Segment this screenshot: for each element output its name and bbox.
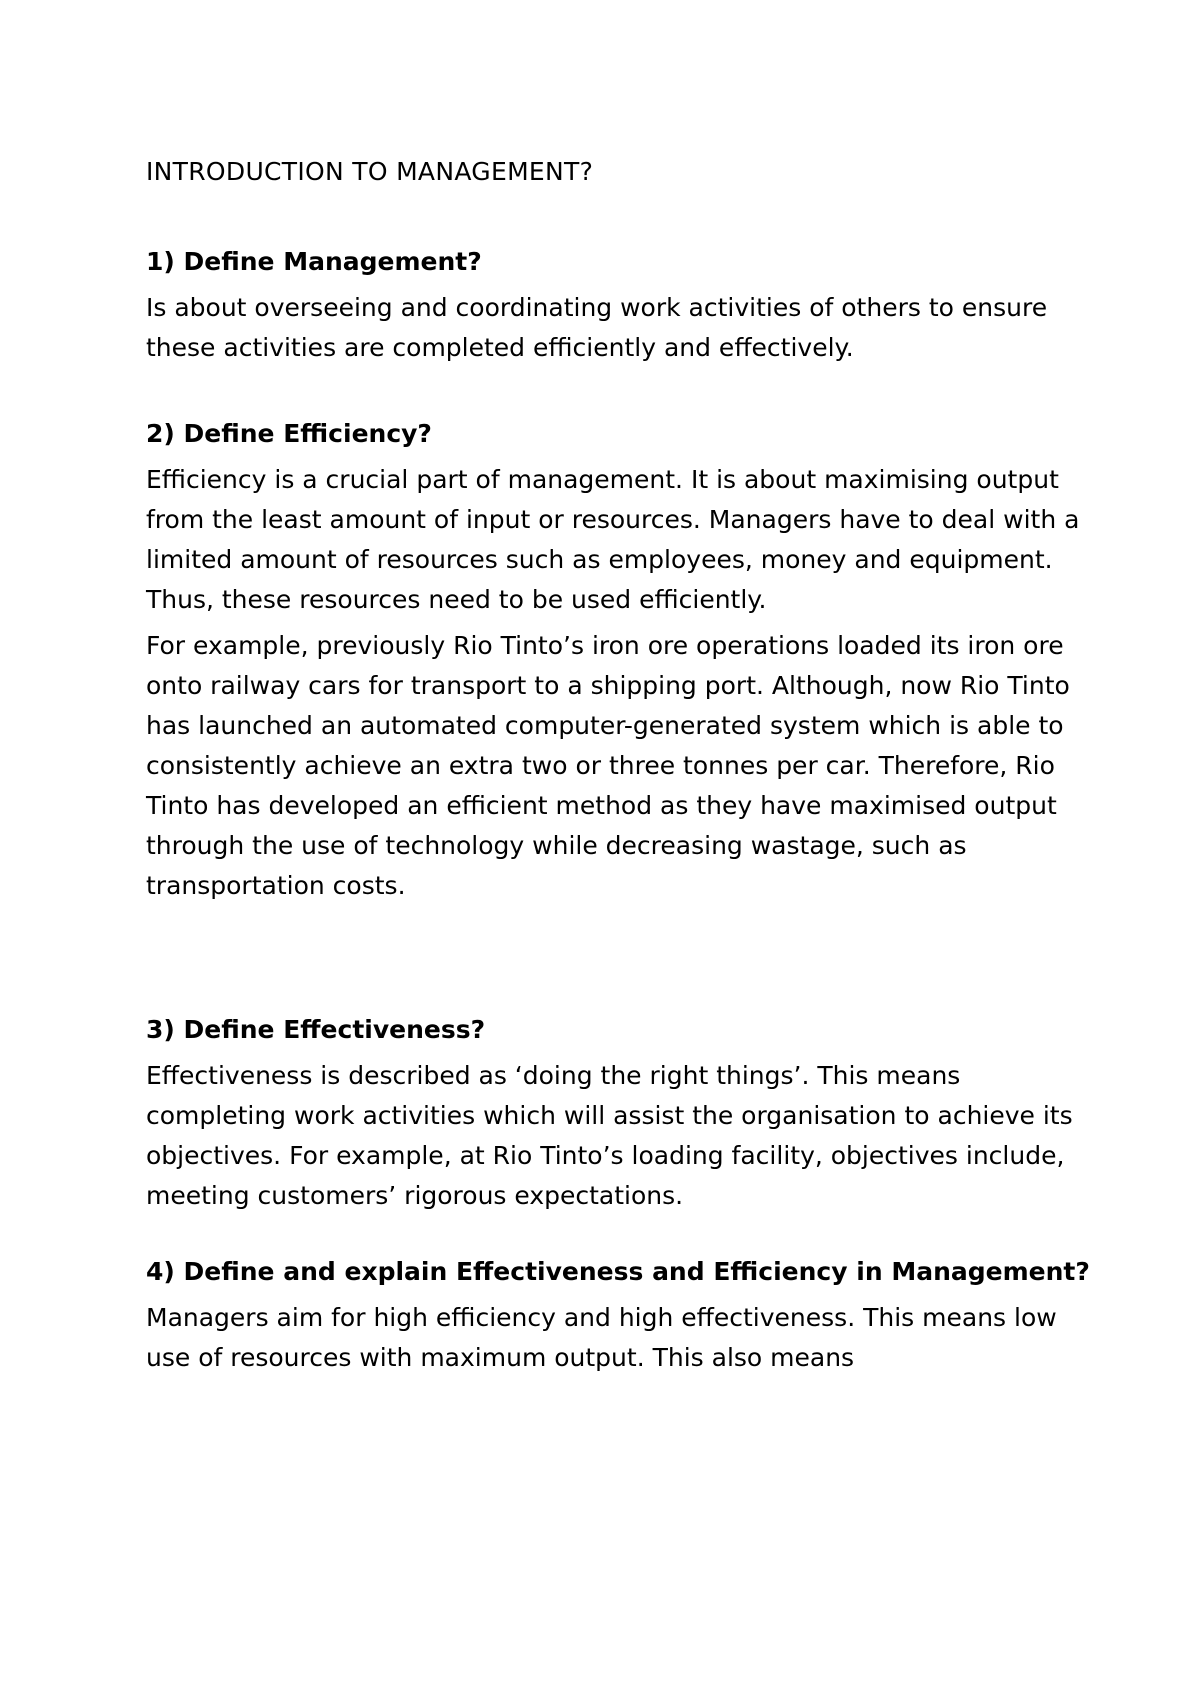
section-define-management	[146, 242, 1106, 368]
section-define-efficiency	[146, 414, 1106, 906]
section-effectiveness-and-efficiency	[146, 1252, 1106, 1378]
spacer	[146, 192, 1106, 242]
spacer	[146, 1216, 1106, 1252]
document-title: INTRODUCTION TO MANAGEMENT?	[146, 157, 594, 186]
section-define-effectiveness	[146, 1010, 1106, 1216]
section-heading: 4) Define and explain Effectiveness and Efficiency in Management?	[146, 1257, 1090, 1286]
section-paragraph: Efficiency is a crucial part of management. It is about maximising output from the least amount of input or resources. Managers have to deal with a limited amount of resources such as employees, money and equipment. Thus, these resources need to be used efficiently.	[146, 465, 1080, 614]
section-heading: 1) Define Management?	[146, 247, 482, 276]
spacer	[146, 368, 1106, 414]
section-paragraph: Managers aim for high efficiency and high effectiveness. This means low use of resources with maximum output. This also means	[146, 1303, 1057, 1372]
section-heading: 3) Define Effectiveness?	[146, 1015, 486, 1044]
document-page	[146, 152, 1106, 1378]
section-heading: 2) Define Efficiency?	[146, 419, 432, 448]
spacer	[146, 906, 1106, 1010]
section-paragraph: For example, previously Rio Tinto’s iron ore operations loaded its iron ore onto railway cars for transport to a shipping port. Although, now Rio Tinto has launched an automated computer-generated system which is able to consistently achieve an extra two or three tonnes per car. Therefore, Rio Tinto has developed an efficient method as they have maximised output through the use of technology while decreasing wastage, such as transportation costs.	[146, 631, 1070, 900]
section-paragraph: Effectiveness is described as ‘doing the right things’. This means completing work activities which will assist the organisation to achieve its objectives. For example, at Rio Tinto’s loading facility, objectives include, meeting customers’ rigorous expectations.	[146, 1061, 1073, 1210]
section-paragraph: Is about overseeing and coordinating work activities of others to ensure these activities are completed efficiently and effectively.	[146, 293, 1048, 362]
